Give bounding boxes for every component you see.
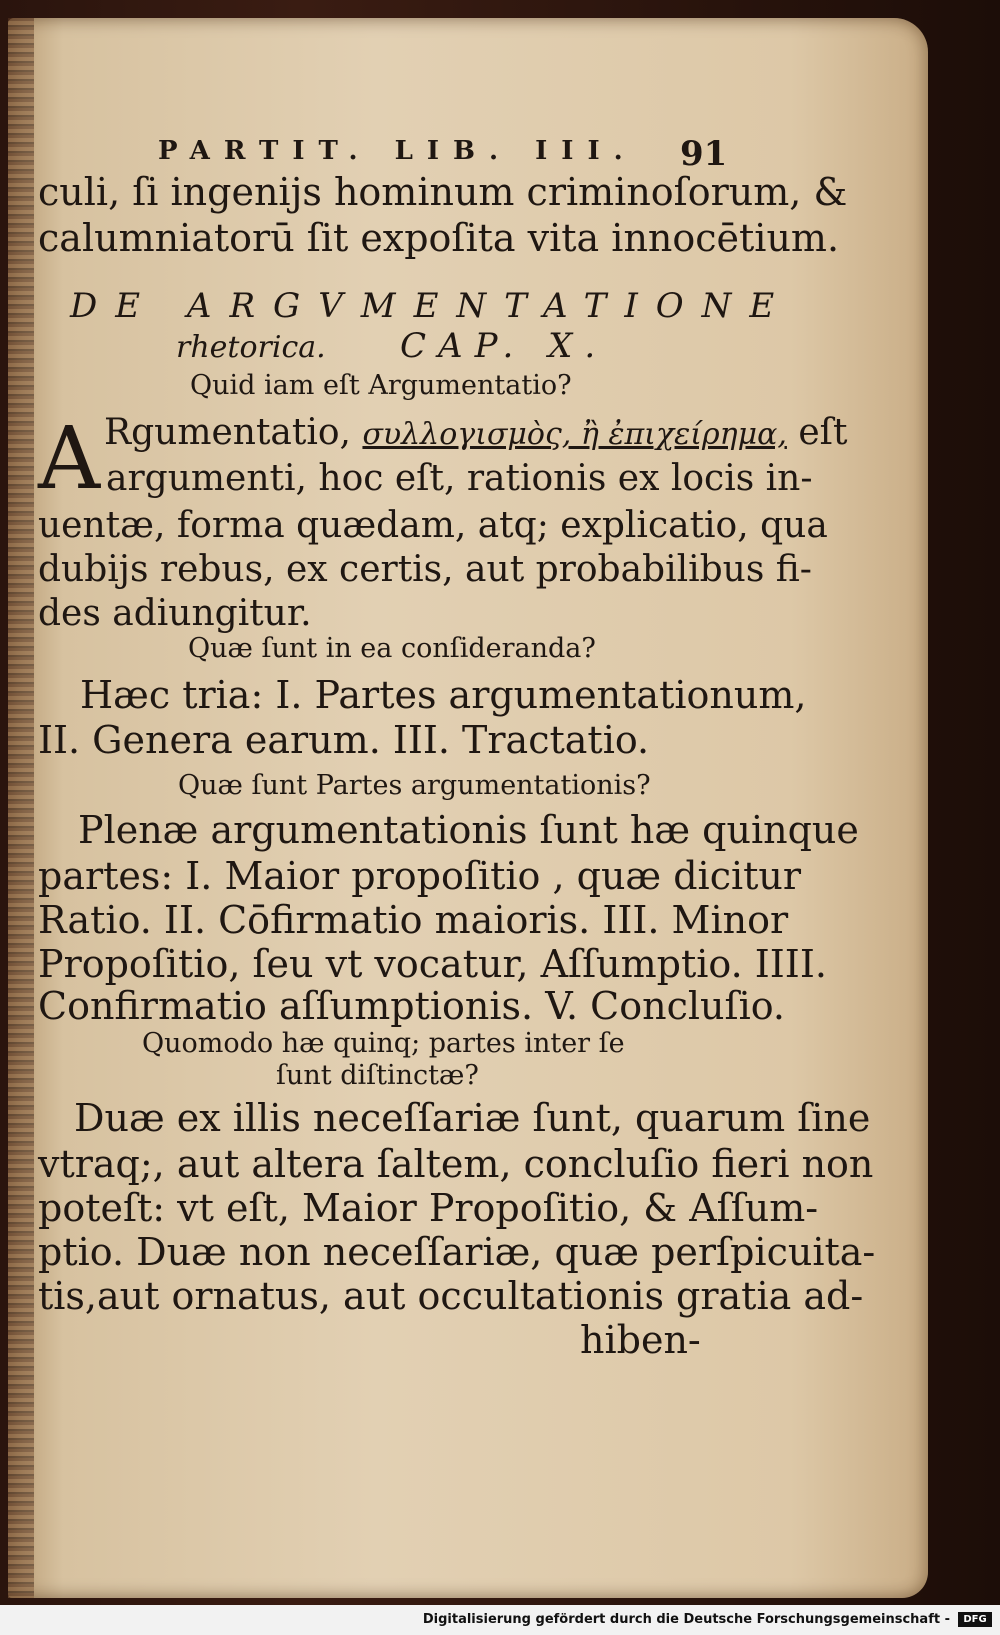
text-line: argumenti, hoc eſt, rationis ex locis in- xyxy=(106,458,813,499)
text-segment: Rgumentatio, xyxy=(104,412,351,453)
text-line: II. Genera earum. III. Tractatio. xyxy=(38,718,650,762)
text-line: vtraq;, aut altera ſaltem, concluſio fieri non xyxy=(38,1142,874,1186)
chapter-heading: DE ARGVMENTATIONE xyxy=(70,286,793,326)
chapter-number: CAP. X. xyxy=(400,326,608,366)
question-heading: ſunt diſtinctæ? xyxy=(276,1060,479,1091)
question-heading: Quæ ſunt Partes argumentationis? xyxy=(178,770,651,801)
text-line: dubijs rebus, ex certis, aut probabilibus fi- xyxy=(38,549,812,590)
text-line: Hæc tria: I. Partes argumentationum, xyxy=(80,673,807,717)
text-line: ptio. Duæ non neceſſariæ, quæ perſpicuita- xyxy=(38,1230,876,1274)
drop-cap: A xyxy=(38,409,101,509)
page-number: 91 xyxy=(680,134,728,174)
digitization-footer xyxy=(0,1605,1000,1635)
question-heading: Quomodo hæ quinq; partes inter ſe xyxy=(142,1028,625,1059)
text-line: des adiungitur. xyxy=(38,593,312,634)
question-heading: Quid iam eſt Argumentatio? xyxy=(190,370,572,401)
text-line: poteſt: vt eſt, Maior Propoſitio, & Aſſum- xyxy=(38,1186,819,1230)
running-head: PARTIT. LIB. III. xyxy=(158,136,637,166)
text-line xyxy=(104,412,847,453)
text-line: Confirmatio aſſumptionis. V. Concluſio. xyxy=(38,984,786,1028)
chapter-subheading: rhetorica. xyxy=(176,330,326,365)
book-page xyxy=(8,18,928,1598)
text-line: partes: I. Maior propoſitio , quæ dicitur xyxy=(38,854,802,898)
question-heading: Quæ ſunt in ea conſideranda? xyxy=(188,633,596,664)
text-line: Ratio. II. Cōfirmatio maioris. III. Minor xyxy=(38,898,789,942)
text-line: calumniatorū ſit expoſita vita innocētium. xyxy=(38,216,840,260)
catchword: hiben- xyxy=(580,1318,701,1362)
text-line: culi, ſi ingenijs hominum criminoſorum, & xyxy=(38,170,848,214)
text-line: Propoſitio, ſeu vt vocatur, Aſſumptio. IIII. xyxy=(38,942,827,986)
footer-credit: Digitalisierung gefördert durch die Deutsche Forschungsgemeinschaft - xyxy=(422,1612,950,1627)
text-line: Plenæ argumentationis ſunt hæ quinque xyxy=(78,808,859,852)
text-line: Duæ ex illis neceſſariæ ſunt, quarum ſine xyxy=(74,1096,871,1140)
text-line: uentæ, forma quædam, atq; explicatio, qua xyxy=(38,505,828,546)
binding-spine xyxy=(8,18,34,1598)
text-line: tis,aut ornatus, aut occultationis gratia ad- xyxy=(38,1274,864,1318)
dfg-logo: DFG xyxy=(958,1612,992,1627)
greek-text: συλλογισμὸς, ἢ ἐπιχείρημα, xyxy=(362,417,787,452)
text-segment: eſt xyxy=(798,412,848,453)
